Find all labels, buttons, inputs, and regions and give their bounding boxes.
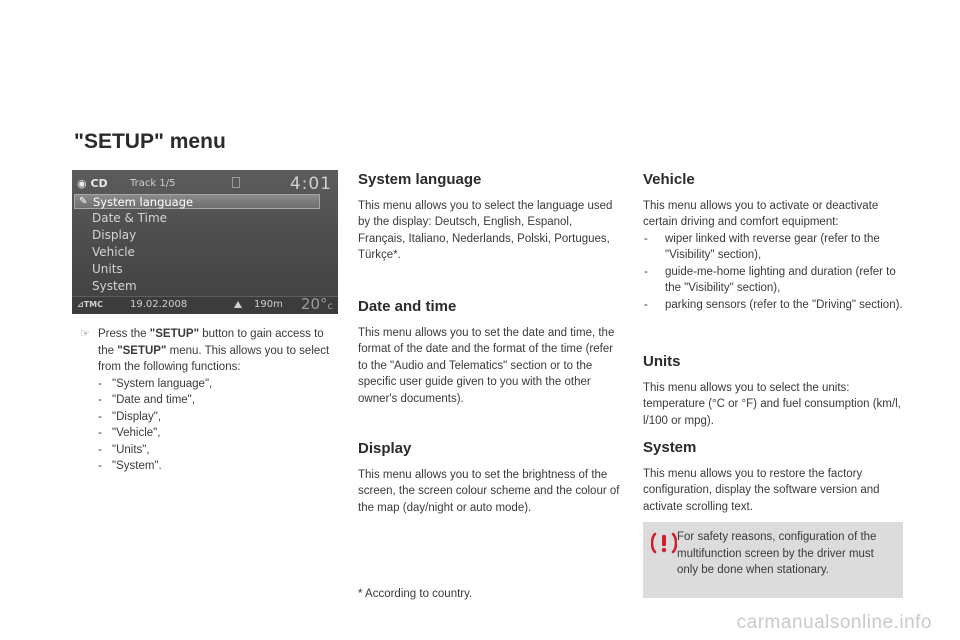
setup-instruction-text: Press the "SETUP" button to gain access to the "SETUP" menu. This allows you to select from the following functions:	[98, 328, 330, 373]
screen-date: 19.02.2008	[130, 299, 188, 310]
tmc-indicator: ⊿TMC	[77, 300, 103, 309]
screen-menu-item: Display	[92, 228, 137, 242]
list-item: - guide-me-home lighting and duration (refer to the "Visibility" section),	[643, 264, 905, 297]
screen-source: ◉ CD	[77, 177, 108, 190]
section-title: Vehicle	[643, 171, 695, 188]
section-display	[358, 441, 620, 516]
display-screen-image	[72, 170, 338, 314]
battery-icon	[232, 177, 240, 188]
antenna-icon: ⊿	[77, 300, 84, 309]
list-item: - "System language",	[98, 376, 340, 393]
section-system	[643, 440, 905, 515]
screen-track: Track 1/5	[130, 178, 176, 189]
section-body: This menu allows you to set the brightness of the screen, the screen colour scheme and the colour of the map (day/night or auto mode).	[358, 468, 620, 514]
list-item: - wiper linked with reverse gear (refer to the "Visibility" section),	[643, 231, 905, 264]
screen-temperature: 20°c	[300, 295, 333, 313]
page-title: "SETUP" menu	[74, 130, 226, 153]
vehicle-options-list	[643, 231, 905, 314]
watermark: carmanualsonline.info	[736, 612, 932, 633]
function-list	[98, 376, 340, 475]
safety-warning-box	[643, 522, 903, 598]
list-item: - "Date and time",	[98, 392, 340, 409]
list-item: - "Vehicle",	[98, 425, 340, 442]
screen-selected-item: ✎ System language	[74, 194, 320, 209]
section-title: System language	[358, 171, 482, 188]
section-body: This menu allows you to set the date and time, the format of the date and the format of the time (refer to the "Audio and Telematics" section or to the specific user guide given to you with the other owner's documents).	[358, 326, 615, 405]
screen-bottom-bar	[72, 296, 338, 314]
warning-text: For safety reasons, configuration of the multifunction screen by the driver must only be done when stationary.	[677, 531, 877, 576]
screen-menu-item: System	[92, 279, 137, 293]
section-units	[643, 354, 905, 429]
section-body: This menu allows you to activate or deactivate certain driving and comfort equipment:	[643, 199, 879, 228]
pointing-hand-icon: ☞	[80, 328, 90, 340]
list-item: - "Display",	[98, 409, 340, 426]
screen-distance: 190m	[254, 299, 283, 310]
footnote: * According to country.	[358, 588, 473, 600]
disc-icon: ◉	[77, 177, 87, 190]
section-system-language	[358, 172, 620, 264]
section-body: This menu allows you to select the units: temperature (°C or °F) and fuel consumption (km/l, l/100 or mpg).	[643, 381, 901, 427]
screen-menu-item: Units	[92, 262, 123, 276]
warning-exclamation-icon	[651, 532, 677, 554]
section-vehicle	[643, 172, 905, 313]
navigation-arrow-icon	[234, 301, 242, 308]
list-item: - "System".	[98, 458, 340, 475]
section-body: This menu allows you to select the language used by the display: Deutsch, English, Espanol, Français, Italiano, Nederlands, Polski, Portugues, Türkçe*.	[358, 199, 613, 261]
section-title: Display	[358, 440, 412, 457]
screen-status-bar	[72, 174, 338, 194]
list-item: - parking sensors (refer to the "Driving" section).	[643, 297, 905, 314]
section-title: System	[643, 439, 697, 456]
screen-menu-item: Date & Time	[92, 211, 168, 225]
screen-menu	[92, 210, 167, 295]
wrench-icon: ✎	[79, 196, 88, 207]
section-title: Units	[643, 353, 681, 370]
setup-instructions	[80, 326, 340, 475]
section-title: Date and time	[358, 298, 457, 315]
section-date-time	[358, 299, 620, 407]
list-item: - "Units",	[98, 442, 340, 459]
screen-menu-item: Vehicle	[92, 245, 135, 259]
section-body: This menu allows you to restore the factory configuration, display the software version and activate scrolling text.	[643, 467, 880, 513]
screen-clock: 4:01	[289, 174, 332, 194]
